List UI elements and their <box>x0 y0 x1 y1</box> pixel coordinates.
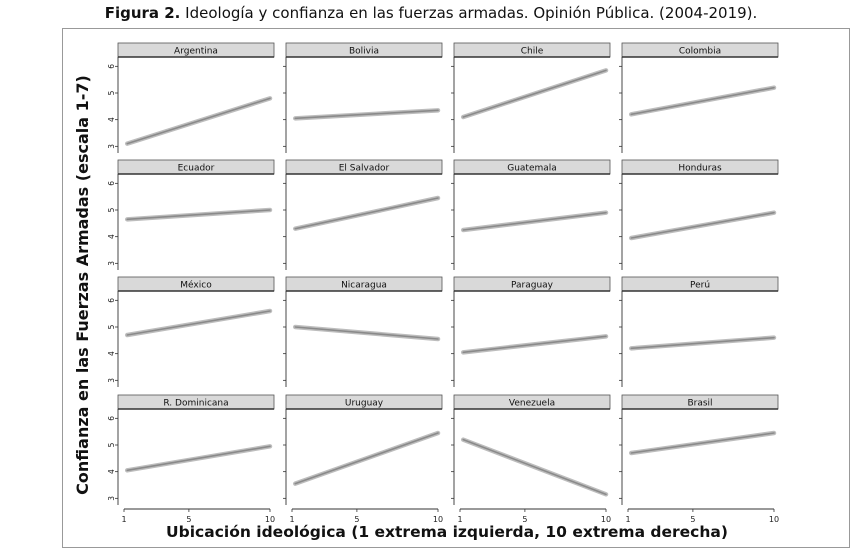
figure-caption: Ideología y confianza en las fuerzas armadas. Opinión Pública. (2004-2019). <box>185 4 758 22</box>
y-axis-title: Confianza en las Fuerzas Armadas (escala 1-7) <box>73 75 92 495</box>
y-tick-label: 4 <box>107 234 116 240</box>
panel-title: México <box>180 280 212 291</box>
x-tick-label: 1 <box>625 515 631 524</box>
series-line <box>631 88 774 115</box>
series-line <box>127 98 270 143</box>
panel-peru <box>619 277 778 387</box>
panel-bolivia <box>283 43 442 153</box>
series-line <box>463 336 606 352</box>
panel-title: Nicaragua <box>341 280 387 291</box>
panel-uruguay <box>283 395 443 524</box>
series-line <box>463 70 606 117</box>
series-line <box>295 433 438 484</box>
panel-colombia <box>619 43 778 153</box>
panel-argentina <box>107 43 274 153</box>
panel-title: R. Dominicana <box>163 398 229 409</box>
y-tick-label: 4 <box>107 351 116 357</box>
series-line <box>631 338 774 349</box>
x-tick-label: 10 <box>768 515 780 524</box>
panel-paraguay <box>451 277 610 387</box>
series-line <box>631 213 774 238</box>
y-tick-label: 5 <box>107 90 116 96</box>
x-tick-label: 1 <box>121 515 127 524</box>
y-tick-label: 3 <box>107 260 116 266</box>
series-line <box>463 213 606 230</box>
x-tick-label: 1 <box>457 515 463 524</box>
panel-guatemala <box>451 160 610 270</box>
panel-title: Paraguay <box>510 280 554 291</box>
y-tick-label: 3 <box>107 143 116 149</box>
x-tick-label: 5 <box>186 515 192 524</box>
x-tick-label: 5 <box>690 515 696 524</box>
series-line <box>631 433 774 453</box>
y-tick-label: 4 <box>107 117 116 123</box>
panel-brasil <box>619 395 779 524</box>
panel-title: Brasil <box>687 398 713 409</box>
panel-title: Argentina <box>174 46 218 57</box>
y-tick-label: 5 <box>107 442 116 448</box>
series-line <box>463 440 606 495</box>
series-line <box>295 110 438 118</box>
y-tick-label: 3 <box>107 377 116 383</box>
x-tick-label: 10 <box>600 515 612 524</box>
panel-r-dominicana <box>107 395 275 524</box>
series-line <box>127 446 270 470</box>
panel-title: Ecuador <box>177 163 215 174</box>
panel-title: Perú <box>689 280 711 291</box>
panel-title: Uruguay <box>344 398 384 409</box>
figure-label: Figura 2. <box>104 4 181 22</box>
series-line <box>295 198 438 229</box>
panel-el-salvador <box>283 160 442 270</box>
panel-chile <box>451 43 610 153</box>
panel-mexico <box>107 277 274 387</box>
x-tick-label: 5 <box>522 515 528 524</box>
panel-title: El Salvador <box>338 163 390 174</box>
x-tick-label: 10 <box>432 515 444 524</box>
series-line <box>127 311 270 335</box>
y-tick-label: 5 <box>107 207 116 213</box>
panel-title: Venezuela <box>508 398 556 409</box>
y-tick-label: 6 <box>107 180 116 186</box>
y-tick-label: 5 <box>107 324 116 330</box>
panel-title: Colombia <box>678 46 722 57</box>
y-tick-label: 6 <box>107 63 116 69</box>
panel-ecuador <box>107 160 274 270</box>
y-tick-label: 3 <box>107 495 116 501</box>
panel-nicaragua <box>283 277 442 387</box>
panels-group <box>107 43 779 524</box>
x-tick-label: 10 <box>264 515 276 524</box>
x-tick-label: 5 <box>354 515 360 524</box>
y-tick-label: 4 <box>107 469 116 475</box>
y-tick-label: 6 <box>107 415 116 421</box>
panel-title: Chile <box>520 46 544 57</box>
x-axis-title: Ubicación ideológica (1 extrema izquierda, 10 extrema derecha) <box>166 523 728 541</box>
panel-title: Bolivia <box>348 46 380 57</box>
y-tick-label: 6 <box>107 297 116 303</box>
panel-title: Guatemala <box>507 163 557 174</box>
panel-title: Honduras <box>678 163 722 174</box>
series-line <box>295 327 438 339</box>
panel-honduras <box>619 160 778 270</box>
series-line <box>127 210 270 219</box>
x-tick-label: 1 <box>289 515 295 524</box>
panel-venezuela <box>451 395 611 524</box>
